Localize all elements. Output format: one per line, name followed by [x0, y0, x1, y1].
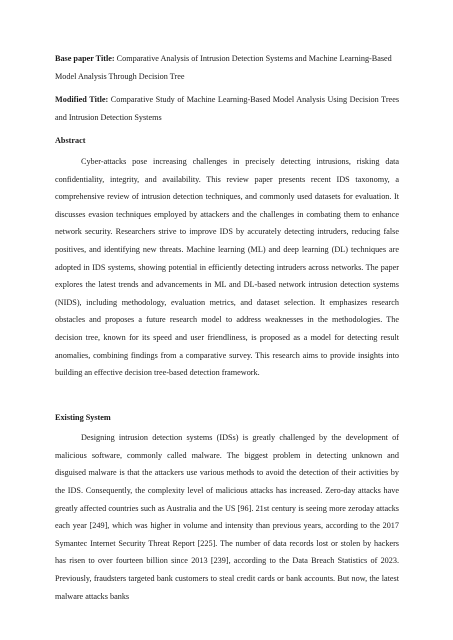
base-paper-title	[55, 50, 399, 85]
abstract-heading: Abstract	[55, 136, 86, 146]
section-spacer	[55, 382, 399, 403]
modified-title-label: Modified Title:	[55, 95, 109, 105]
modified-title-text: Comparative Study of Machine Learning-Based Model Analysis Using Decision Trees and Intrusion Detection Systems	[55, 95, 400, 122]
modified-title	[55, 91, 399, 126]
base-paper-title-text: Comparative Analysis of Intrusion Detection Systems and Machine Learning-Based Model Analysis Through Decision Tree	[55, 54, 392, 81]
existing-system-paragraph: Designing intrusion detection systems (IDSs) is greatly challenged by the development of malicious software, commonly called malware. The biggest problem in detecting unknown and disguised malware is that the attackers use various methods to avoid the detection of their activities by the IDS. Consequently, the complexity level of malicious attacks has increased. Zero-day attacks have greatly affected countries such as Australia and the US [96]. 21st century is seeing more zeroday attacks each year [249], which was higher in volume and intensity than previous years, according to the 2017 Symantec Internet Security Threat Report [225]. The number of data records lost or stolen by hackers has risen to over fourteen billion since 2013 [239], according to the Data Breach Statistics of 2023. Previously, fraudsters targeted bank customers to steal credit cards or bank accounts. But now, the latest malware attacks banks	[55, 433, 399, 601]
abstract-paragraph: Cyber-attacks pose increasing challenges in precisely detecting intrusions, risking data confidentiality, integrity, and availability. This review paper presents recent IDS taxonomy, a comprehensive review of intrusion detection techniques, and commonly used datasets for evaluation. It discusses evasion techniques employed by attackers and the challenges in combating them to enhance network security. Researchers strive to improve IDS by accurately detecting intruders, reducing false positives, and identifying new threats. Machine learning (ML) and deep learning (DL) techniques are adopted in IDS systems, showing potential in efficiently detecting intruders across networks. The paper explores the latest trends and advancements in ML and DL-based network intrusion detection systems (NIDS), including methodology, evaluation metrics, and dataset selection. It emphasizes research obstacles and proposes a future research model to address weaknesses in the methodologies. The decision tree, known for its speed and user friendliness, is proposed as a model for detecting result anomalies, combining findings from a comparative survey. This research aims to provide insights into building an effective decision tree-based detection framework.	[55, 156, 399, 378]
document-page	[55, 50, 399, 605]
existing-system-heading: Existing System	[55, 412, 111, 422]
base-paper-label: Base paper Title:	[55, 54, 115, 63]
